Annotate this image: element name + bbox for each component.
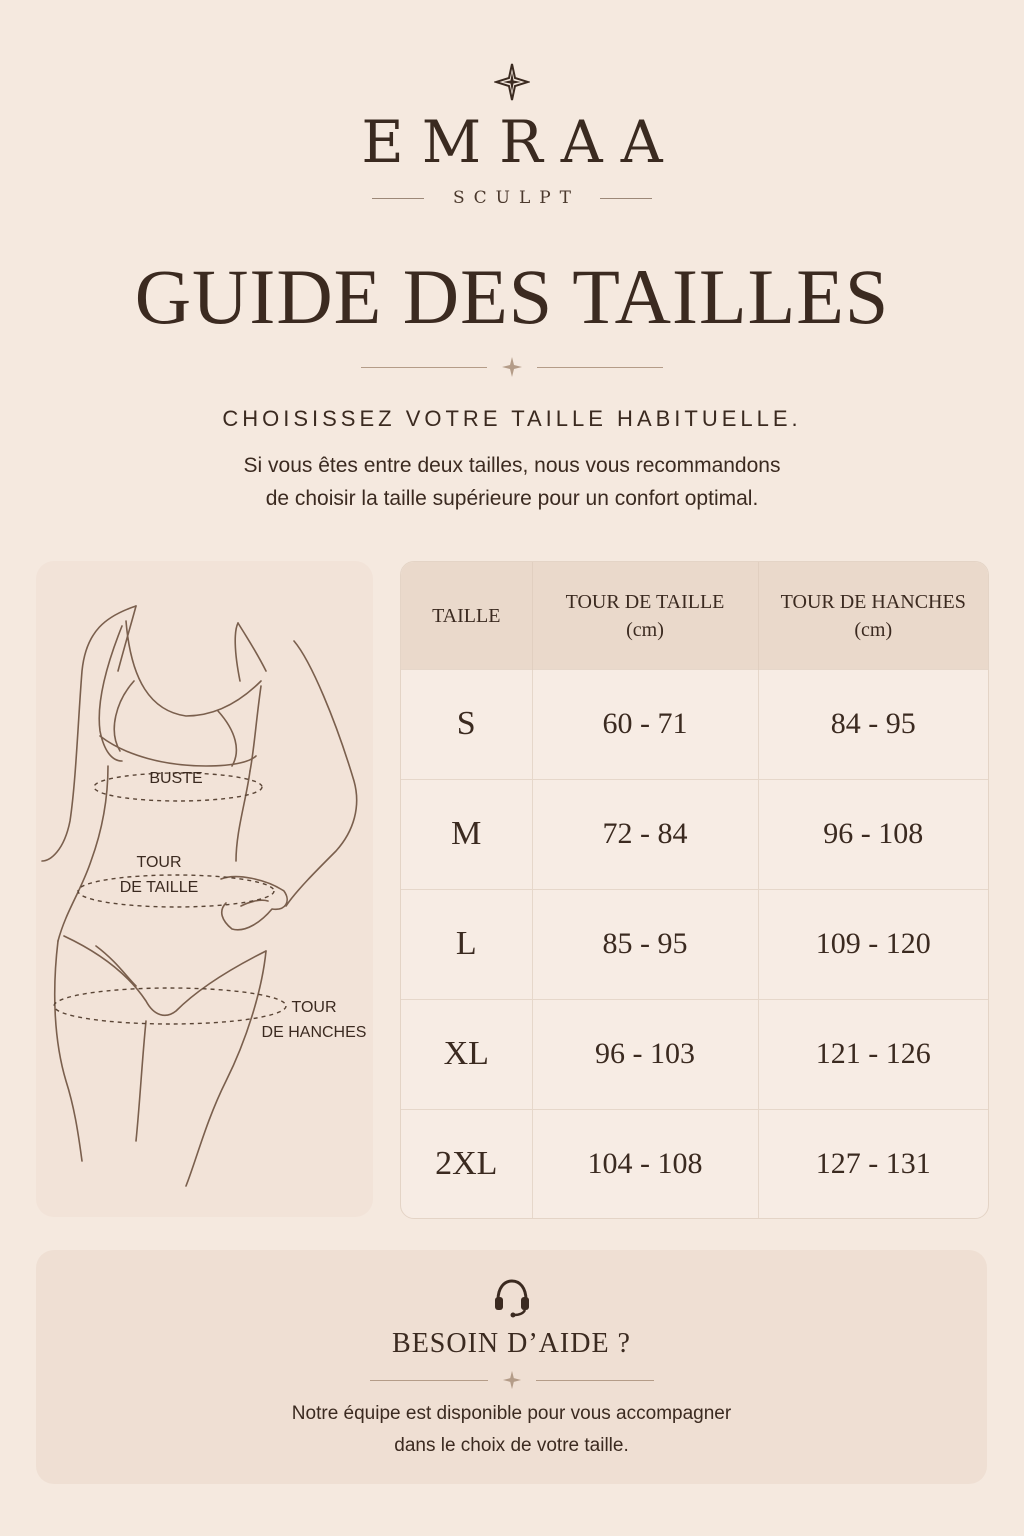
table-row xyxy=(401,779,988,889)
brand-subtitle: SCULPT xyxy=(452,188,581,208)
label-hips: TOUR DE HANCHES xyxy=(261,999,367,1041)
size-cell: 2XL xyxy=(401,1109,532,1218)
hips-cell: 96 - 108 xyxy=(758,779,988,889)
hips-cell: 121 - 126 xyxy=(758,999,988,1109)
header-hips: TOUR DE HANCHES (cm) xyxy=(758,562,988,670)
table-row xyxy=(401,1109,988,1218)
hips-cell: 84 - 95 xyxy=(758,670,988,780)
waist-cell: 104 - 108 xyxy=(532,1109,758,1218)
headset-icon xyxy=(36,1276,987,1318)
help-title: BESOIN D’AIDE ? xyxy=(392,1328,631,1359)
table-row xyxy=(401,889,988,999)
body-figure-panel xyxy=(36,561,373,1217)
help-divider xyxy=(36,1370,987,1390)
header-waist: TOUR DE TAILLE (cm) xyxy=(532,562,758,670)
waist-cell: 96 - 103 xyxy=(532,999,758,1109)
divider-line xyxy=(600,198,652,199)
description-line-2: de choisir la taille supérieure pour un confort optimal. xyxy=(265,487,759,510)
table-header-row xyxy=(401,562,988,670)
hips-cell: 109 - 120 xyxy=(758,889,988,999)
waist-cell: 85 - 95 xyxy=(532,889,758,999)
help-text xyxy=(36,1398,987,1462)
description xyxy=(0,449,1024,515)
size-table-panel xyxy=(400,561,989,1219)
waist-cell: 60 - 71 xyxy=(532,670,758,780)
title-divider xyxy=(0,356,1024,378)
size-cell: L xyxy=(401,889,532,999)
brand-logo: EMRAA xyxy=(361,108,681,176)
sparkle-icon xyxy=(501,356,523,378)
table-row xyxy=(401,999,988,1109)
brand-subtitle-row xyxy=(0,188,1024,208)
table-row xyxy=(401,670,988,780)
waist-cell: 72 - 84 xyxy=(532,779,758,889)
divider-line xyxy=(372,198,424,199)
header-size: TAILLE xyxy=(401,562,532,670)
size-cell: S xyxy=(401,670,532,780)
help-text-line-2: dans le choix de votre taille. xyxy=(394,1435,629,1456)
page-title: GUIDE DES TAILLES xyxy=(134,253,890,340)
label-bust: BUSTE xyxy=(149,770,203,787)
size-cell: M xyxy=(401,779,532,889)
description-line-1: Si vous êtes entre deux tailles, nous vous recommandons xyxy=(243,454,781,477)
subheading: CHOISISSEZ VOTRE TAILLE HABITUELLE. xyxy=(222,406,802,431)
size-table xyxy=(401,562,988,1218)
size-cell: XL xyxy=(401,999,532,1109)
sparkle-icon xyxy=(502,1370,522,1390)
help-panel xyxy=(36,1250,987,1484)
hips-cell: 127 - 131 xyxy=(758,1109,988,1218)
label-waist: TOUR DE TAILLE xyxy=(119,854,199,896)
help-text-line-1: Notre équipe est disponible pour vous accompagner xyxy=(291,1403,732,1424)
brand-star-icon xyxy=(0,62,1024,102)
